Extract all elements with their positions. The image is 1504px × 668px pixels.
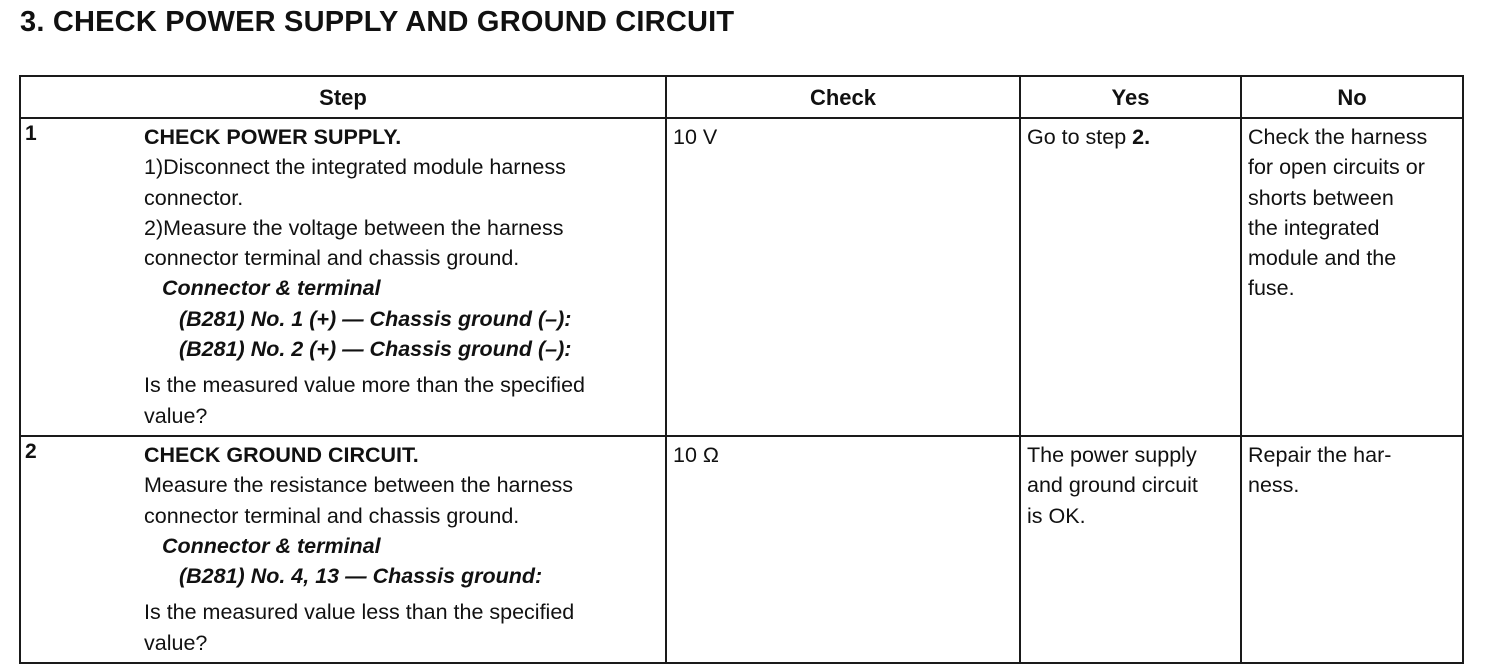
no-cell: [1241, 436, 1463, 663]
page-title: 3. CHECK POWER SUPPLY AND GROUND CIRCUIT: [20, 6, 735, 38]
question-line: Is the measured value less than the specified: [144, 600, 575, 625]
no-action-line: module and the: [1248, 246, 1397, 271]
table-header-row: [20, 76, 1463, 118]
step-content: [21, 119, 665, 435]
table-row: [20, 436, 1463, 663]
check-value: 10 V: [673, 125, 718, 149]
step-number: 2: [25, 439, 37, 463]
step-cell: [20, 436, 666, 663]
diagnostic-table: [19, 75, 1464, 664]
column-header-check: Check: [666, 76, 1020, 118]
no-action-line: fuse.: [1248, 276, 1295, 301]
no-action-line: the integrated: [1248, 215, 1380, 240]
no-action-line: for open circuits or: [1248, 155, 1425, 180]
no-action-line: Check the harness: [1248, 125, 1428, 149]
no-cell: [1241, 118, 1463, 436]
check-cell: [666, 118, 1020, 436]
yes-cell: [1020, 436, 1241, 663]
step-question: [144, 370, 657, 431]
step-reference: 2.: [1132, 125, 1151, 149]
step-content: [21, 437, 665, 662]
step-instruction: 1)Disconnect the integrated module harness: [144, 155, 566, 180]
step-instruction: connector.: [144, 185, 244, 210]
check-cell: [666, 436, 1020, 663]
step-question: [144, 597, 657, 658]
yes-action-line: and ground circuit: [1027, 473, 1198, 498]
step-instruction: 2)Measure the voltage between the harness: [144, 215, 564, 240]
step-title: CHECK POWER SUPPLY.: [144, 125, 402, 149]
step-cell: [20, 118, 666, 436]
step-instruction: Measure the resistance between the harness: [144, 473, 574, 498]
connector-terminal-spec: (B281) No. 2 (+) — Chassis ground (–):: [179, 337, 572, 362]
check-value: 10 Ω: [673, 442, 719, 467]
yes-cell: [1020, 118, 1241, 436]
column-header-step: Step: [20, 76, 666, 118]
connector-terminal-heading: Connector & terminal: [162, 276, 381, 301]
no-action-line: shorts between: [1248, 185, 1394, 210]
yes-action-text: Go to step: [1027, 125, 1133, 149]
question-line: value?: [144, 403, 208, 428]
step-number: 1: [25, 122, 37, 145]
connector-terminal-heading: Connector & terminal: [162, 533, 381, 558]
yes-action: [1027, 122, 1234, 152]
yes-action-line: is OK.: [1027, 503, 1086, 528]
column-header-yes: Yes: [1020, 76, 1241, 118]
step-title: CHECK GROUND CIRCUIT.: [144, 442, 419, 467]
connector-terminal-spec: (B281) No. 1 (+) — Chassis ground (–):: [179, 306, 572, 331]
column-header-no: No: [1241, 76, 1463, 118]
step-instruction: connector terminal and chassis ground.: [144, 503, 520, 528]
step-instruction: connector terminal and chassis ground.: [144, 246, 520, 271]
yes-action-line: The power supply: [1027, 442, 1197, 467]
connector-terminal-spec: (B281) No. 4, 13 — Chassis ground:: [179, 564, 543, 589]
no-action-line: ness.: [1248, 473, 1300, 498]
question-line: value?: [144, 630, 208, 655]
no-action-line: Repair the har-: [1248, 442, 1392, 467]
question-line: Is the measured value more than the specified: [144, 373, 586, 398]
table-row: [20, 118, 1463, 436]
